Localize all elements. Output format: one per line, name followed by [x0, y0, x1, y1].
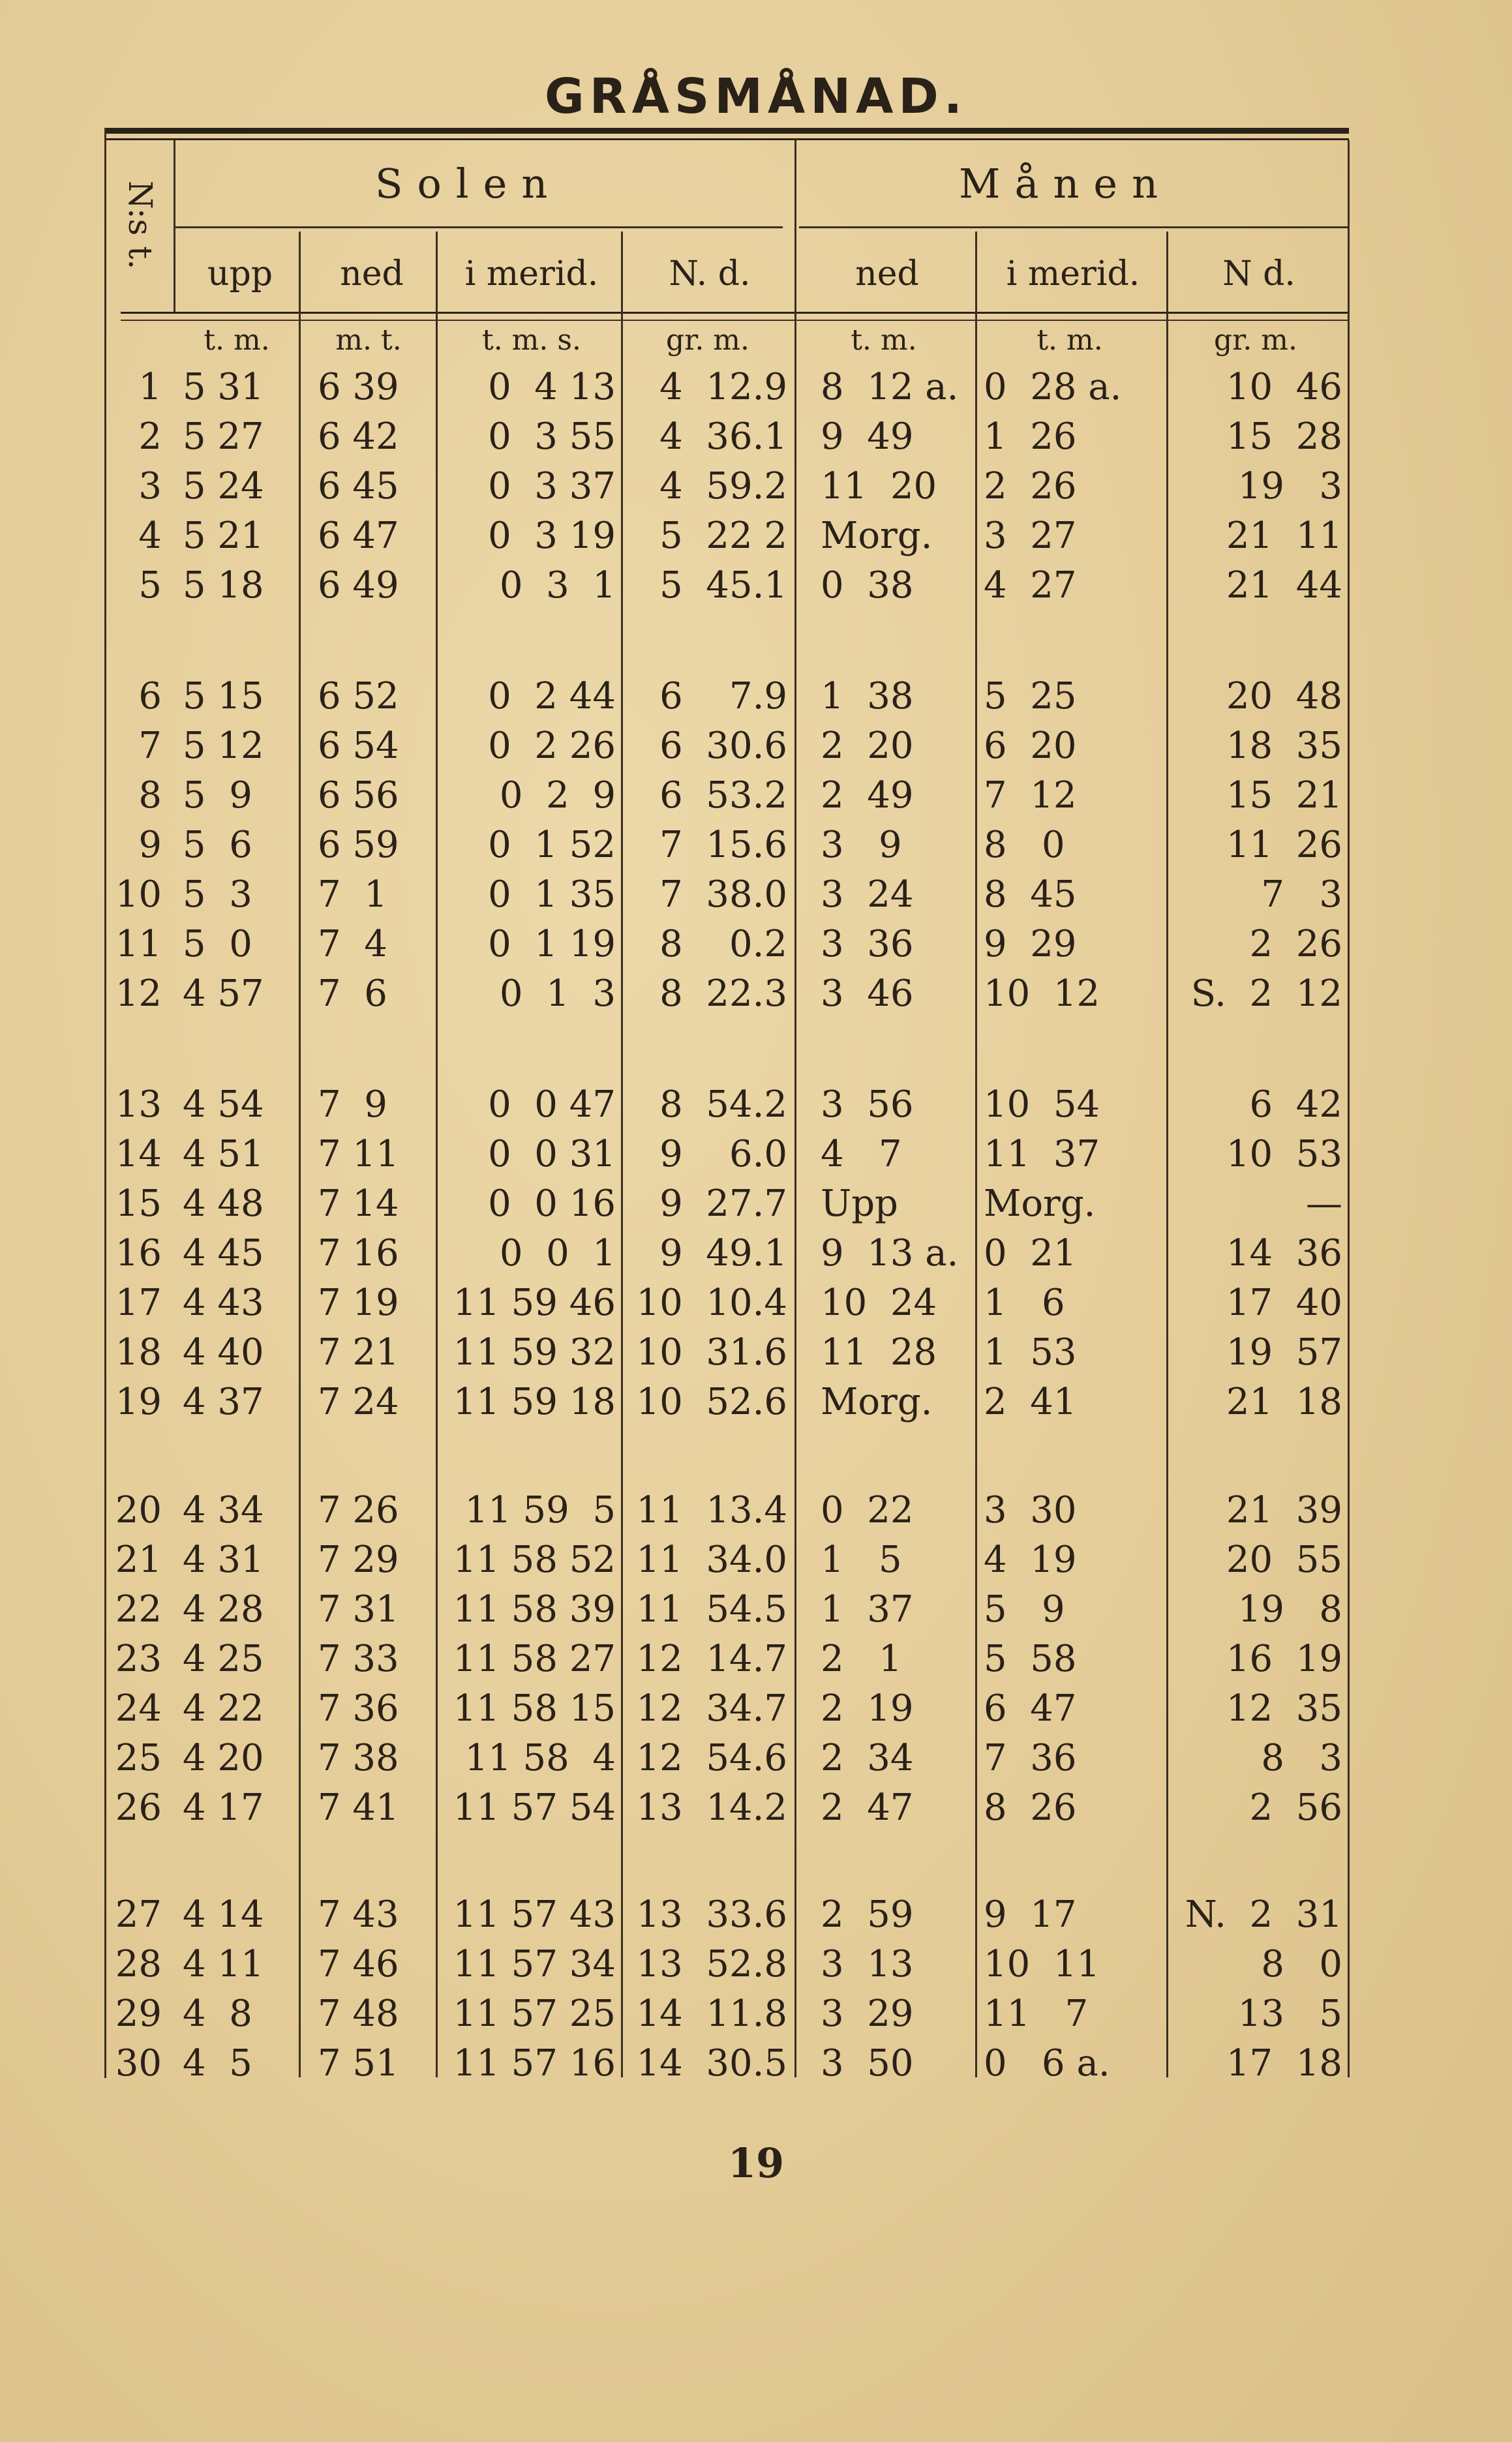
- top-rule-thin: [104, 138, 1349, 140]
- cell-sun-set: 7 41: [318, 1786, 399, 1829]
- table-row: [0, 513, 1512, 560]
- cell-moon-declination: 8 3: [1261, 1737, 1342, 1779]
- cell-sun-declination: 5 45.1: [659, 564, 787, 607]
- cell-sun-rise: 4 37: [183, 1381, 264, 1423]
- cell-sun-declination: 7 15.6: [659, 824, 787, 866]
- col-header-moon-meridian: i merid.: [1006, 254, 1140, 294]
- cell-sun-meridian: 0 0 31: [488, 1133, 616, 1175]
- cell-sun-rise: 5 12: [183, 725, 264, 767]
- cell-moon-set: 2 59: [821, 1893, 914, 1936]
- table-row: [0, 1131, 1512, 1178]
- cell-moon-meridian: 1 53: [984, 1331, 1077, 1374]
- cell-sun-declination: 9 6.0: [659, 1133, 787, 1175]
- cell-day-number: 15: [115, 1183, 162, 1225]
- cell-sun-declination: 12 14.7: [636, 1638, 787, 1680]
- cell-moon-set: 11 28: [821, 1331, 937, 1374]
- cell-sun-declination: 7 38.0: [659, 873, 787, 916]
- cell-moon-declination: 21 39: [1226, 1489, 1342, 1531]
- cell-moon-declination: 19 3: [1237, 465, 1342, 507]
- cell-sun-rise: 5 0: [183, 923, 252, 965]
- table-row: [0, 1329, 1512, 1376]
- cell-day-number: 6: [138, 675, 162, 717]
- cell-day-number: 14: [115, 1133, 162, 1175]
- cell-moon-declination: 17 18: [1226, 2042, 1342, 2085]
- cell-moon-declination: 13 5: [1237, 1993, 1342, 2035]
- cell-moon-set: 2 1: [821, 1638, 902, 1680]
- cell-moon-meridian: 11 37: [984, 1133, 1100, 1175]
- cell-moon-set: 3 36: [821, 923, 914, 965]
- cell-moon-meridian: 2 26: [984, 465, 1077, 507]
- cell-moon-meridian: 8 45: [984, 873, 1077, 916]
- table-row: [0, 971, 1512, 1018]
- cell-sun-rise: 4 40: [183, 1331, 264, 1374]
- cell-sun-meridian: 11 58 4: [464, 1737, 616, 1779]
- cell-moon-meridian: 7 12: [984, 774, 1077, 817]
- col-header-sun-rise: upp: [207, 254, 273, 294]
- cell-day-number: 17: [115, 1282, 162, 1324]
- date-column-header: [108, 157, 173, 294]
- cell-sun-declination: 13 14.2: [636, 1786, 787, 1829]
- cell-moon-meridian: 6 20: [984, 725, 1077, 767]
- cell-sun-declination: 6 53.2: [659, 774, 787, 817]
- cell-sun-meridian: 11 58 39: [453, 1588, 616, 1631]
- cell-sun-declination: 12 34.7: [636, 1687, 787, 1730]
- table-row: [0, 1735, 1512, 1782]
- cell-moon-meridian: 9 17: [984, 1893, 1077, 1936]
- col-header-sun-set: ned: [340, 254, 404, 294]
- cell-sun-declination: 11 34.0: [636, 1539, 787, 1581]
- cell-moon-meridian: 3 30: [984, 1489, 1077, 1531]
- cell-moon-meridian: 11 7: [984, 1993, 1089, 2035]
- cell-sun-meridian: 0 4 13: [488, 366, 616, 408]
- cell-day-number: 24: [115, 1687, 162, 1730]
- table-row: [0, 1991, 1512, 2038]
- cell-moon-meridian: 3 27: [984, 515, 1077, 557]
- manen-group-header: Månen: [959, 160, 1172, 207]
- table-row: [0, 463, 1512, 510]
- header-rule: [121, 312, 1349, 314]
- cell-day-number: 20: [115, 1489, 162, 1531]
- cell-sun-meridian: 11 58 52: [453, 1539, 616, 1581]
- cell-sun-meridian: 0 3 55: [488, 415, 616, 458]
- cell-sun-meridian: 0 0 47: [488, 1083, 616, 1126]
- table-row: [0, 1785, 1512, 1832]
- cell-sun-declination: 14 11.8: [636, 1993, 787, 2035]
- cell-moon-meridian: 0 28 a.: [984, 366, 1122, 408]
- cell-sun-rise: 5 3: [183, 873, 252, 916]
- cell-sun-meridian: 0 2 9: [499, 774, 616, 817]
- cell-sun-meridian: 0 3 37: [488, 465, 616, 507]
- cell-moon-meridian: 0 21: [984, 1232, 1077, 1274]
- cell-moon-set: 0 22: [821, 1489, 914, 1531]
- table-row: [0, 921, 1512, 968]
- cell-day-number: 18: [115, 1331, 162, 1374]
- cell-moon-declination: 21 11: [1226, 515, 1342, 557]
- cell-sun-set: 6 56: [318, 774, 399, 817]
- table-row: [0, 1685, 1512, 1732]
- cell-sun-declination: 13 33.6: [636, 1893, 787, 1936]
- cell-moon-meridian: 5 25: [984, 675, 1077, 717]
- cell-day-number: 3: [138, 465, 162, 507]
- cell-moon-meridian: 9 29: [984, 923, 1077, 965]
- cell-moon-meridian: 1 26: [984, 415, 1077, 458]
- cell-moon-set: 2 47: [821, 1786, 914, 1829]
- cell-sun-set: 7 46: [318, 1943, 399, 1985]
- cell-sun-set: 6 59: [318, 824, 399, 866]
- cell-moon-declination: 20 48: [1226, 675, 1342, 717]
- cell-day-number: 13: [115, 1083, 162, 1126]
- cell-moon-meridian: 10 54: [984, 1083, 1100, 1126]
- cell-day-number: 7: [138, 725, 162, 767]
- table-row: [0, 723, 1512, 770]
- cell-moon-declination: N. 2 31: [1185, 1893, 1342, 1936]
- cell-moon-set: 3 13: [821, 1943, 914, 1985]
- cell-moon-meridian: 0 6 a.: [984, 2042, 1110, 2085]
- cell-sun-meridian: 0 2 44: [488, 675, 616, 717]
- cell-moon-set: 3 56: [821, 1083, 914, 1126]
- cell-sun-set: 6 54: [318, 725, 399, 767]
- cell-moon-meridian: 2 41: [984, 1381, 1077, 1423]
- cell-moon-set: Upp: [821, 1183, 898, 1225]
- col-header-sun-meridian: i merid.: [464, 254, 599, 294]
- cell-sun-set: 6 47: [318, 515, 399, 557]
- cell-sun-rise: 4 14: [183, 1893, 264, 1936]
- cell-sun-set: 6 39: [318, 366, 399, 408]
- cell-sun-declination: 4 59.2: [659, 465, 787, 507]
- cell-sun-meridian: 0 3 1: [499, 564, 616, 607]
- solen-subheader-rule: [175, 226, 783, 228]
- cell-sun-declination: 10 31.6: [636, 1331, 787, 1374]
- cell-sun-set: 7 9: [318, 1083, 387, 1126]
- cell-sun-declination: 9 49.1: [659, 1232, 787, 1274]
- cell-sun-rise: 4 51: [183, 1133, 264, 1175]
- cell-moon-set: 1 38: [821, 675, 914, 717]
- cell-sun-set: 7 19: [318, 1282, 399, 1324]
- cell-sun-meridian: 0 2 26: [488, 725, 616, 767]
- unit-sun-rise: t. m.: [204, 324, 270, 357]
- cell-sun-declination: 8 0.2: [659, 923, 787, 965]
- cell-sun-meridian: 0 1 35: [488, 873, 616, 916]
- cell-day-number: 19: [115, 1381, 162, 1423]
- cell-moon-meridian: 5 9: [984, 1588, 1065, 1631]
- cell-moon-declination: 7 3: [1261, 873, 1342, 916]
- cell-sun-declination: 9 27.7: [659, 1183, 787, 1225]
- cell-moon-set: 10 24: [821, 1282, 937, 1324]
- cell-sun-set: 7 33: [318, 1638, 399, 1680]
- cell-moon-declination: S. 2 12: [1190, 972, 1342, 1015]
- page-title: GRÅSMÅNAD.: [545, 68, 967, 125]
- cell-sun-set: 6 45: [318, 465, 399, 507]
- cell-day-number: 8: [138, 774, 162, 817]
- date-column-header-label: N:s t.: [121, 180, 160, 270]
- cell-moon-set: 3 46: [821, 972, 914, 1015]
- cell-day-number: 23: [115, 1638, 162, 1680]
- cell-day-number: 1: [138, 366, 162, 408]
- cell-moon-meridian: 7 36: [984, 1737, 1077, 1779]
- cell-sun-rise: 4 5: [183, 2042, 252, 2085]
- cell-sun-set: 7 31: [318, 1588, 399, 1631]
- cell-sun-rise: 4 43: [183, 1282, 264, 1324]
- cell-sun-declination: 11 54.5: [636, 1588, 787, 1631]
- cell-moon-meridian: 8 26: [984, 1786, 1077, 1829]
- cell-moon-meridian: 4 19: [984, 1539, 1077, 1581]
- cell-sun-rise: 4 8: [183, 1993, 252, 2035]
- cell-sun-meridian: 11 58 27: [453, 1638, 616, 1680]
- col-header-moon-set: ned: [855, 254, 919, 294]
- cell-sun-set: 7 36: [318, 1687, 399, 1730]
- cell-sun-declination: 6 30.6: [659, 725, 787, 767]
- cell-day-number: 4: [138, 515, 162, 557]
- cell-sun-meridian: 11 59 18: [453, 1381, 616, 1423]
- cell-sun-meridian: 11 59 46: [453, 1282, 616, 1324]
- cell-sun-set: 7 4: [318, 923, 387, 965]
- cell-moon-declination: 15 28: [1226, 415, 1342, 458]
- cell-moon-meridian: 10 11: [984, 1943, 1100, 1985]
- cell-moon-declination: 16 19: [1226, 1638, 1342, 1680]
- cell-sun-rise: 4 11: [183, 1943, 264, 1985]
- table-row: [0, 1537, 1512, 1584]
- table-row: [0, 2040, 1512, 2087]
- cell-sun-rise: 5 27: [183, 415, 264, 458]
- cell-moon-declination: —: [1306, 1183, 1342, 1225]
- cell-sun-set: 7 26: [318, 1489, 399, 1531]
- cell-moon-declination: 12 35: [1226, 1687, 1342, 1730]
- cell-sun-rise: 4 48: [183, 1183, 264, 1225]
- cell-sun-declination: 4 12.9: [659, 366, 787, 408]
- cell-moon-set: 2 19: [821, 1687, 914, 1730]
- cell-sun-rise: 5 15: [183, 675, 264, 717]
- table-row: [0, 1081, 1512, 1128]
- table-row: [0, 673, 1512, 720]
- cell-moon-declination: 18 35: [1226, 725, 1342, 767]
- cell-sun-rise: 4 22: [183, 1687, 264, 1730]
- cell-sun-set: 6 49: [318, 564, 399, 607]
- cell-sun-declination: 10 10.4: [636, 1282, 787, 1324]
- cell-day-number: 29: [115, 1993, 162, 2035]
- cell-sun-meridian: 11 57 43: [453, 1893, 616, 1936]
- cell-sun-rise: 4 28: [183, 1588, 264, 1631]
- cell-moon-declination: 2 26: [1249, 923, 1342, 965]
- cell-sun-set: 7 11: [318, 1133, 399, 1175]
- cell-sun-meridian: 0 3 19: [488, 515, 616, 557]
- cell-moon-declination: 20 55: [1226, 1539, 1342, 1581]
- cell-moon-set: 9 13 a.: [821, 1232, 959, 1274]
- cell-moon-declination: 11 26: [1226, 824, 1342, 866]
- cell-moon-set: Morg.: [821, 515, 933, 557]
- cell-sun-meridian: 11 57 16: [453, 2042, 616, 2085]
- cell-moon-meridian: 1 6: [984, 1282, 1065, 1324]
- table-row: [0, 1379, 1512, 1426]
- cell-sun-meridian: 11 57 25: [453, 1993, 616, 2035]
- cell-moon-set: 11 20: [821, 465, 937, 507]
- cell-moon-set: 1 5: [821, 1539, 902, 1581]
- cell-sun-meridian: 11 57 34: [453, 1943, 616, 1985]
- cell-moon-set: 3 24: [821, 873, 914, 916]
- cell-moon-declination: 19 8: [1237, 1588, 1342, 1631]
- cell-sun-declination: 5 22 2: [659, 515, 787, 557]
- cell-sun-set: 7 51: [318, 2042, 399, 2085]
- cell-moon-set: 2 49: [821, 774, 914, 817]
- table-row: [0, 1892, 1512, 1938]
- cell-moon-declination: 10 53: [1226, 1133, 1342, 1175]
- cell-sun-declination: 8 22.3: [659, 972, 787, 1015]
- cell-sun-set: 7 14: [318, 1183, 399, 1225]
- cell-sun-declination: 8 54.2: [659, 1083, 787, 1126]
- table-row: [0, 1230, 1512, 1277]
- cell-sun-declination: 10 52.6: [636, 1381, 787, 1423]
- cell-moon-declination: 8 0: [1261, 1943, 1342, 1985]
- cell-moon-declination: 21 44: [1226, 564, 1342, 607]
- manen-subheader-rule: [799, 226, 1349, 228]
- cell-sun-declination: 6 7.9: [659, 675, 787, 717]
- cell-moon-declination: 17 40: [1226, 1282, 1342, 1324]
- table-row: [0, 1941, 1512, 1988]
- table-row: [0, 871, 1512, 918]
- table-row: [0, 1181, 1512, 1228]
- cell-day-number: 30: [115, 2042, 162, 2085]
- cell-sun-set: 7 6: [318, 972, 387, 1015]
- cell-day-number: 10: [115, 873, 162, 916]
- unit-moon-set: t. m.: [851, 324, 917, 357]
- cell-day-number: 9: [138, 824, 162, 866]
- cell-moon-set: 3 29: [821, 1993, 914, 2035]
- cell-sun-meridian: 0 0 1: [499, 1232, 616, 1274]
- unit-moon-meridian: t. m.: [1036, 324, 1103, 357]
- unit-sun-set: m. t.: [335, 324, 402, 357]
- cell-moon-set: 3 9: [821, 824, 902, 866]
- table-row: [0, 562, 1512, 609]
- cell-sun-declination: 11 13.4: [636, 1489, 787, 1531]
- top-rule: [104, 128, 1349, 134]
- cell-sun-rise: 4 45: [183, 1232, 264, 1274]
- cell-moon-set: 3 50: [821, 2042, 914, 2085]
- cell-sun-set: 7 16: [318, 1232, 399, 1274]
- cell-sun-set: 7 24: [318, 1381, 399, 1423]
- cell-moon-set: 9 49: [821, 415, 914, 458]
- cell-day-number: 26: [115, 1786, 162, 1829]
- page-number: 19: [727, 2139, 785, 2187]
- table-row: [0, 1487, 1512, 1534]
- cell-sun-meridian: 11 57 54: [453, 1786, 616, 1829]
- table-row: [0, 1280, 1512, 1327]
- cell-sun-rise: 5 6: [183, 824, 252, 866]
- cell-sun-rise: 5 21: [183, 515, 264, 557]
- cell-moon-declination: 2 56: [1249, 1786, 1342, 1829]
- cell-sun-rise: 4 31: [183, 1539, 264, 1581]
- cell-moon-meridian: 10 12: [984, 972, 1100, 1015]
- cell-moon-meridian: 5 58: [984, 1638, 1077, 1680]
- cell-sun-declination: 14 30.5: [636, 2042, 787, 2085]
- cell-moon-meridian: 6 47: [984, 1687, 1077, 1730]
- cell-sun-set: 7 48: [318, 1993, 399, 2035]
- cell-sun-rise: 4 20: [183, 1737, 264, 1779]
- cell-moon-declination: 6 42: [1249, 1083, 1342, 1126]
- solen-group-header: Solen: [375, 160, 562, 207]
- cell-sun-rise: 5 18: [183, 564, 264, 607]
- cell-day-number: 21: [115, 1539, 162, 1581]
- cell-moon-declination: 15 21: [1226, 774, 1342, 817]
- col-header-sun-declination: N. d.: [669, 254, 751, 294]
- cell-day-number: 11: [115, 923, 162, 965]
- cell-sun-rise: 4 25: [183, 1638, 264, 1680]
- cell-moon-declination: 19 57: [1226, 1331, 1342, 1374]
- cell-sun-set: 7 29: [318, 1539, 399, 1581]
- cell-sun-rise: 4 57: [183, 972, 264, 1015]
- cell-sun-rise: 4 54: [183, 1083, 264, 1126]
- cell-moon-declination: 14 36: [1226, 1232, 1342, 1274]
- cell-sun-set: 6 52: [318, 675, 399, 717]
- cell-sun-set: 7 21: [318, 1331, 399, 1374]
- cell-sun-rise: 4 34: [183, 1489, 264, 1531]
- cell-moon-set: Morg.: [821, 1381, 933, 1423]
- table-row: [0, 822, 1512, 869]
- cell-sun-meridian: 0 1 19: [488, 923, 616, 965]
- cell-sun-rise: 5 24: [183, 465, 264, 507]
- cell-moon-meridian: 4 27: [984, 564, 1077, 607]
- cell-sun-set: 7 1: [318, 873, 387, 916]
- cell-moon-set: 4 7: [821, 1133, 902, 1175]
- cell-sun-meridian: 0 1 3: [499, 972, 616, 1015]
- cell-moon-declination: 21 18: [1226, 1381, 1342, 1423]
- cell-day-number: 16: [115, 1232, 162, 1274]
- cell-sun-rise: 5 31: [183, 366, 264, 408]
- cell-sun-declination: 12 54.6: [636, 1737, 787, 1779]
- cell-sun-meridian: 11 59 32: [453, 1331, 616, 1374]
- cell-day-number: 12: [115, 972, 162, 1015]
- cell-moon-set: 8 12 a.: [821, 366, 959, 408]
- cell-moon-meridian: Morg.: [984, 1183, 1096, 1225]
- cell-sun-set: 7 43: [318, 1893, 399, 1936]
- cell-moon-set: 2 20: [821, 725, 914, 767]
- cell-moon-declination: 10 46: [1226, 366, 1342, 408]
- cell-day-number: 27: [115, 1893, 162, 1936]
- table-row: [0, 1586, 1512, 1633]
- cell-day-number: 22: [115, 1588, 162, 1631]
- cell-sun-declination: 13 52.8: [636, 1943, 787, 1985]
- table-row: [0, 772, 1512, 819]
- cell-sun-meridian: 11 59 5: [464, 1489, 616, 1531]
- cell-day-number: 2: [138, 415, 162, 458]
- cell-day-number: 25: [115, 1737, 162, 1779]
- cell-sun-meridian: 0 1 52: [488, 824, 616, 866]
- unit-sun-declination: gr. m.: [665, 324, 750, 357]
- cell-moon-set: 0 38: [821, 564, 914, 607]
- cell-sun-set: 7 38: [318, 1737, 399, 1779]
- rule-date-header: [174, 140, 175, 312]
- table-row: [0, 364, 1512, 411]
- col-header-moon-declination: N d.: [1222, 254, 1295, 294]
- table-row: [0, 414, 1512, 460]
- cell-moon-set: 1 37: [821, 1588, 914, 1631]
- header-rule-thin: [121, 320, 1349, 321]
- unit-moon-declination: gr. m.: [1213, 324, 1298, 357]
- cell-sun-meridian: 11 58 15: [453, 1687, 616, 1730]
- cell-day-number: 5: [138, 564, 162, 607]
- cell-sun-rise: 5 9: [183, 774, 252, 817]
- cell-sun-rise: 4 17: [183, 1786, 264, 1829]
- unit-sun-meridian: t. m. s.: [482, 324, 581, 357]
- cell-sun-meridian: 0 0 16: [488, 1183, 616, 1225]
- cell-sun-set: 6 42: [318, 415, 399, 458]
- table-row: [0, 1636, 1512, 1683]
- cell-moon-set: 2 34: [821, 1737, 914, 1779]
- cell-day-number: 28: [115, 1943, 162, 1985]
- cell-sun-declination: 4 36.1: [659, 415, 787, 458]
- cell-moon-meridian: 8 0: [984, 824, 1065, 866]
